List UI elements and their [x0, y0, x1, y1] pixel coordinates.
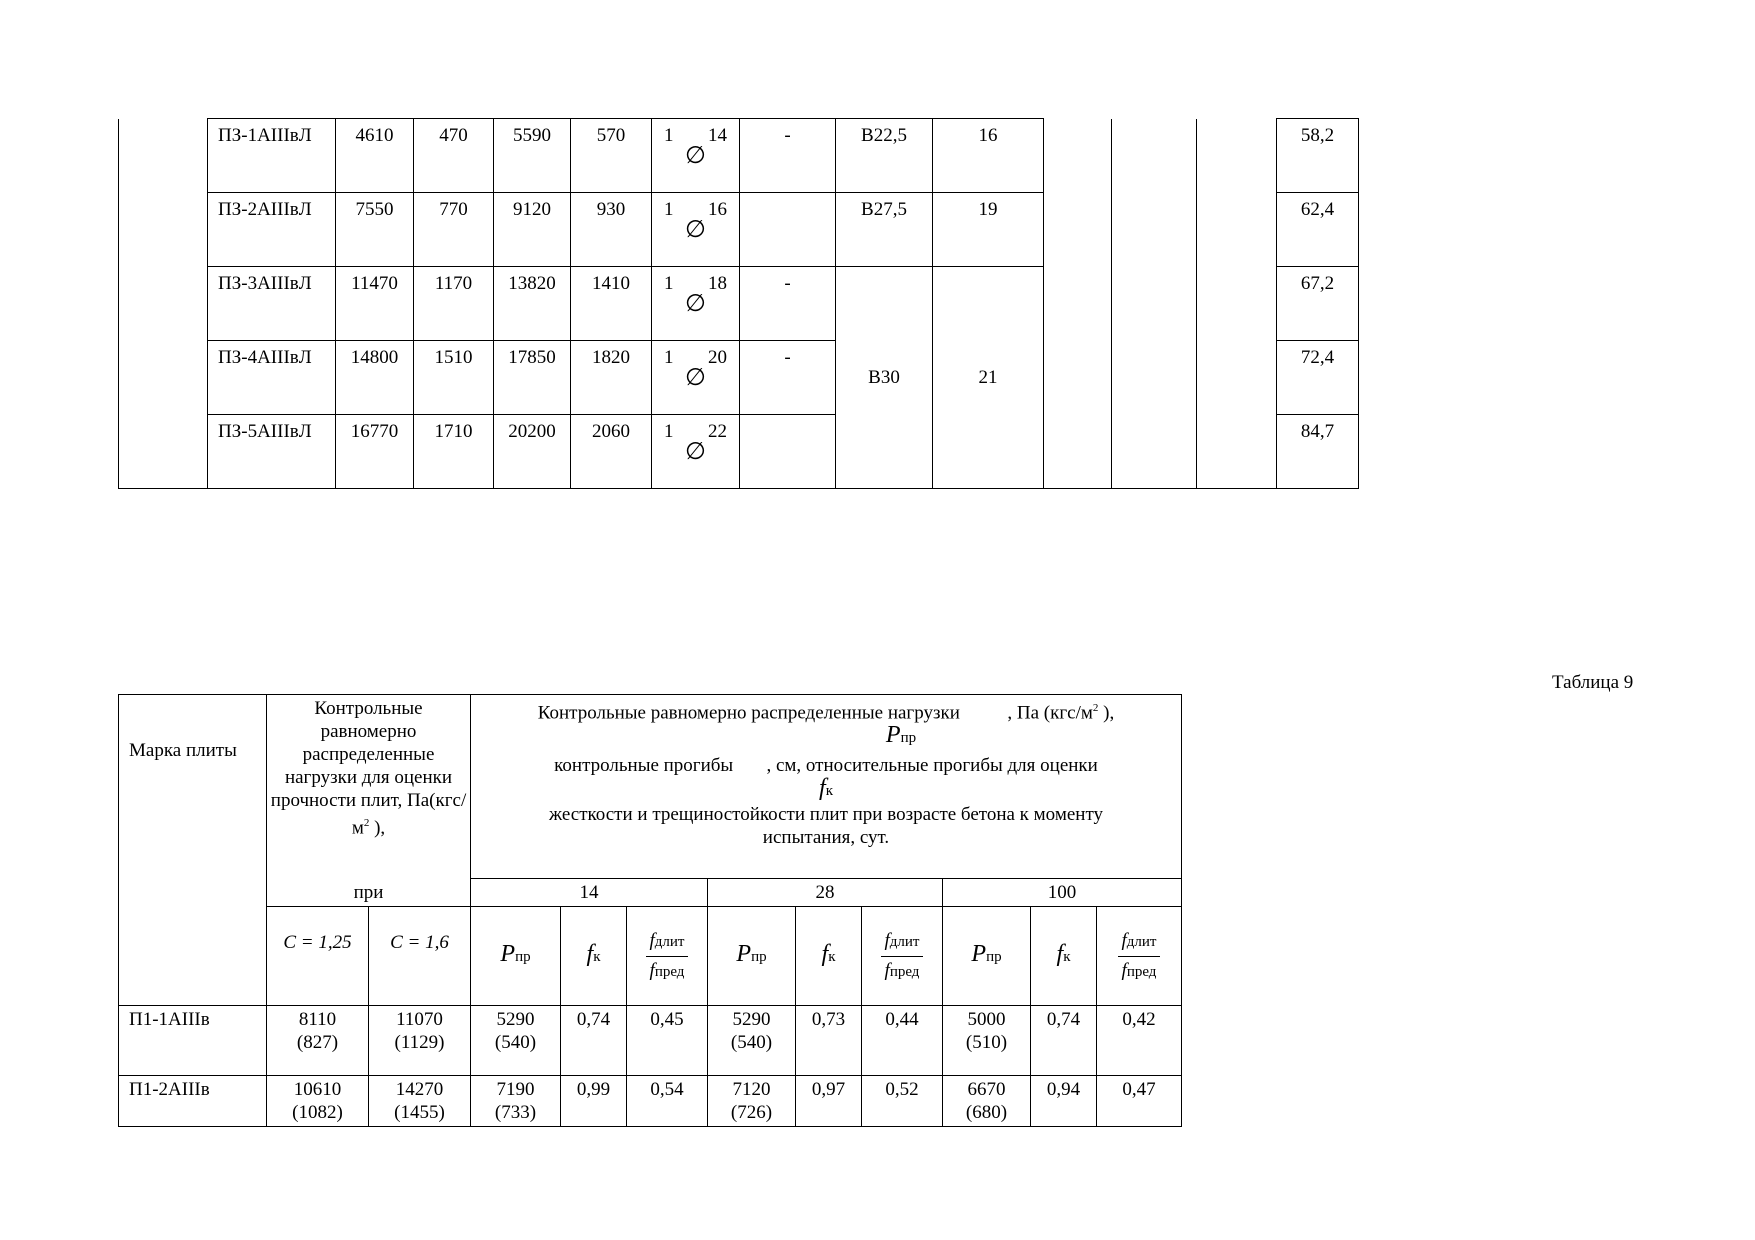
table-caption: Таблица 9: [1552, 672, 1634, 693]
table-cell: 1 22 ∅: [652, 415, 740, 489]
table-cell: 6670 (680): [943, 1076, 1031, 1127]
table-cell: 0,44: [862, 1006, 943, 1076]
table-cell: 0,97: [796, 1076, 862, 1127]
table-cell: 5290 (540): [471, 1006, 561, 1076]
table-cell: 16770: [336, 415, 414, 489]
table-cell: ПЗ-2АIIIвЛ: [208, 193, 336, 267]
table-cell: 5000 (510): [943, 1006, 1031, 1076]
table-cell: 14800: [336, 341, 414, 415]
table-cell: 0,94: [1031, 1076, 1097, 1127]
table-cell: [1197, 119, 1277, 489]
table-cell: 1 16 ∅: [652, 193, 740, 267]
table-cell: ПЗ-5АIIIвЛ: [208, 415, 336, 489]
table-cell: 14270 (1455): [369, 1076, 471, 1127]
header-age-14: 14: [471, 879, 708, 907]
header-pri: при: [267, 879, 471, 907]
table-cell: 1510: [414, 341, 494, 415]
table-cell: -: [740, 341, 836, 415]
table-cell: 0,54: [627, 1076, 708, 1127]
table-cell: 7190 (733): [471, 1076, 561, 1127]
table-cell: 1 20 ∅: [652, 341, 740, 415]
header-control-loads: Контрольные равномерно распределенные нагрузки для оценки прочности плит, $Па(кгс/м^2$ ),: [267, 695, 471, 879]
table-cell: 11070 (1129): [369, 1006, 471, 1076]
table-cell: П1-1АIIIв: [119, 1006, 267, 1076]
table-header-row: [119, 695, 1182, 879]
header-p-28: Pпр: [708, 907, 796, 1006]
table-cell: 10610 (1082): [267, 1076, 369, 1127]
table-cell: 570: [571, 119, 652, 193]
header-f-28: fк: [796, 907, 862, 1006]
table-cell: 67,2: [1277, 267, 1359, 341]
table-cell: 72,4: [1277, 341, 1359, 415]
table-cell: 58,2: [1277, 119, 1359, 193]
table-cell: 1 14 ∅: [652, 119, 740, 193]
reinforcement-table: [118, 118, 1359, 489]
table-cell: 16: [933, 119, 1044, 193]
header-main: Контрольные равномерно распределенные нагрузки , Па ($кгс/м^2$ ), Pпр контрольные прогибы , см, относительные прогибы для оценки fк жесткости и трещиностойкости плит при возрасте бетона к моменту испытания, сут.: [471, 695, 1182, 879]
table-cell: 11470: [336, 267, 414, 341]
table-cell: [740, 415, 836, 489]
table-cell: 9120: [494, 193, 571, 267]
table-cell: B27,5: [836, 193, 933, 267]
table-cell: 1710: [414, 415, 494, 489]
table-row: [119, 1006, 1182, 1076]
table-cell: [740, 193, 836, 267]
table-cell: -: [740, 267, 836, 341]
diameter-icon: ∅: [685, 143, 706, 169]
table-cell: 17850: [494, 341, 571, 415]
table-cell: 8110 (827): [267, 1006, 369, 1076]
table-cell: 470: [414, 119, 494, 193]
table-cell: 930: [571, 193, 652, 267]
diameter-icon: ∅: [685, 291, 706, 317]
header-c125: C = 1,25: [267, 907, 369, 1006]
table-cell: 4610: [336, 119, 414, 193]
table-cell: B30: [836, 267, 933, 489]
table-cell: ПЗ-4АIIIвЛ: [208, 341, 336, 415]
table-cell: 84,7: [1277, 415, 1359, 489]
diameter-icon: ∅: [685, 439, 706, 465]
table-cell: 7550: [336, 193, 414, 267]
table-cell: 5590: [494, 119, 571, 193]
table-cell: 0,74: [1031, 1006, 1097, 1076]
table-row: [119, 1076, 1182, 1127]
header-p-100: Pпр: [943, 907, 1031, 1006]
table-cell: 1170: [414, 267, 494, 341]
header-ratio-14: $\frac{\text{fдлит}}{\text{fпред}}$: [627, 907, 708, 1006]
header-f-100: fк: [1031, 907, 1097, 1006]
header-ratio-28: $\frac{\text{fдлит}}{\text{fпред}}$: [862, 907, 943, 1006]
table-cell: 20200: [494, 415, 571, 489]
test-loads-table: [118, 694, 1182, 1127]
diameter-icon: ∅: [685, 217, 706, 243]
table-cell: B22,5: [836, 119, 933, 193]
table-cell: 0,74: [561, 1006, 627, 1076]
table-cell: 1820: [571, 341, 652, 415]
table-cell: 0,73: [796, 1006, 862, 1076]
table-cell: 19: [933, 193, 1044, 267]
table-cell: -: [740, 119, 836, 193]
header-f-14: fк: [561, 907, 627, 1006]
table-cell: 0,52: [862, 1076, 943, 1127]
table-cell: 0,45: [627, 1006, 708, 1076]
table-cell: 0,99: [561, 1076, 627, 1127]
table-cell: ПЗ-3АIIIвЛ: [208, 267, 336, 341]
header-age-100: 100: [943, 879, 1182, 907]
table-cell: [1044, 119, 1112, 489]
table-cell: 62,4: [1277, 193, 1359, 267]
table-header-row: [119, 879, 1182, 907]
table-cell: ПЗ-1АIIIвЛ: [208, 119, 336, 193]
header-mark: Марка плиты: [119, 695, 267, 1006]
table-cell: 7120 (726): [708, 1076, 796, 1127]
header-age-28: 28: [708, 879, 943, 907]
table-cell: 2060: [571, 415, 652, 489]
table-cell: [1112, 119, 1197, 489]
table-row: [119, 119, 1359, 193]
header-c16: C = 1,6: [369, 907, 471, 1006]
table-cell: 1410: [571, 267, 652, 341]
table-cell: 0,47: [1097, 1076, 1182, 1127]
table-cell: 13820: [494, 267, 571, 341]
table-cell: 770: [414, 193, 494, 267]
header-p-14: Pпр: [471, 907, 561, 1006]
table-cell: 5290 (540): [708, 1006, 796, 1076]
header-ratio-100: $\frac{\text{fдлит}}{\text{fпред}}$: [1097, 907, 1182, 1006]
table-cell: 1 18 ∅: [652, 267, 740, 341]
table-cell: [119, 119, 208, 489]
table-cell: 0,42: [1097, 1006, 1182, 1076]
table-cell: П1-2АIIIв: [119, 1076, 267, 1127]
table-header-row: [119, 907, 1182, 1006]
table-cell: 21: [933, 267, 1044, 489]
diameter-icon: ∅: [685, 365, 706, 391]
